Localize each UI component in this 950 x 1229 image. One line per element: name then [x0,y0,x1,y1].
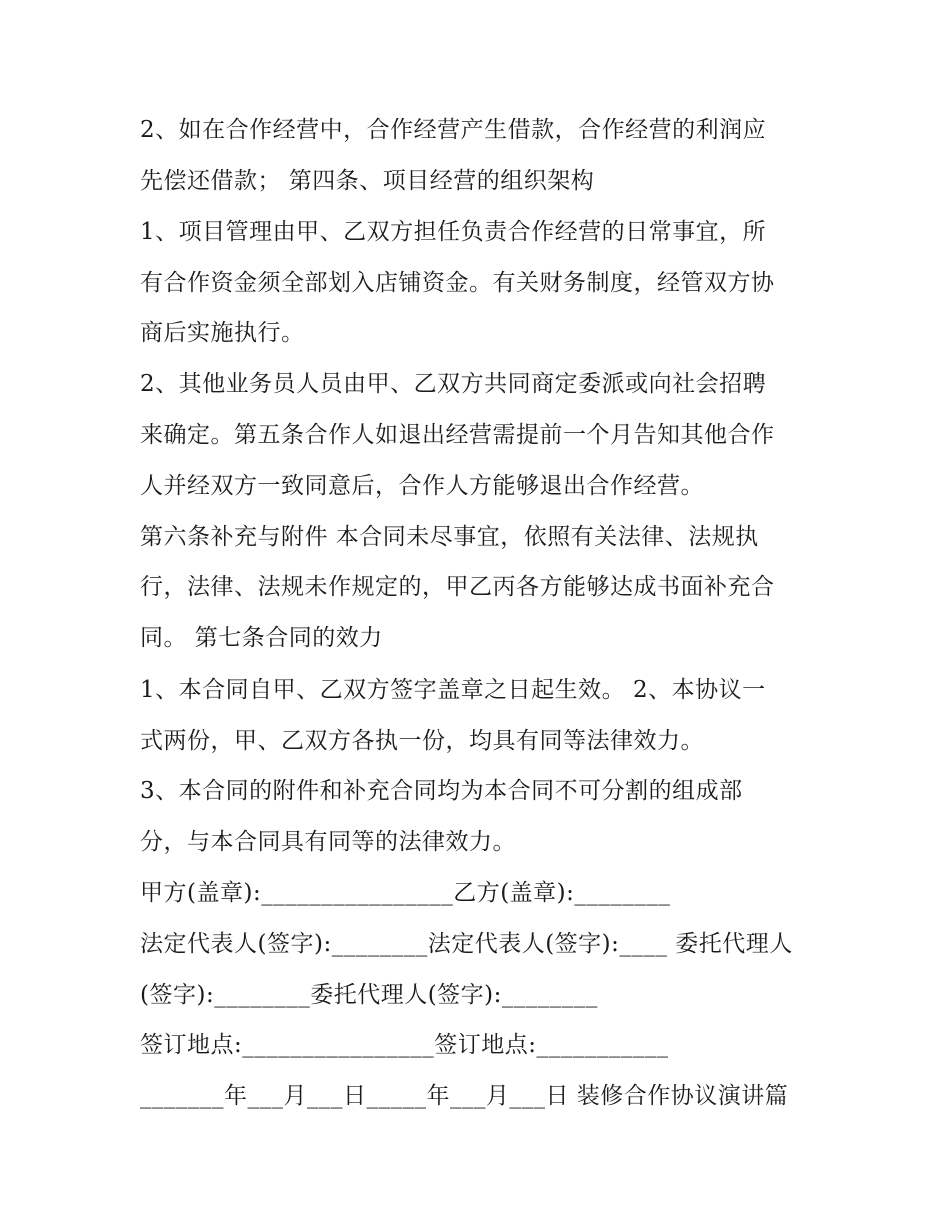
text-line: 分，与本合同具有同等的法律效力。 [140,829,516,855]
signature-line: 法定代表人(签字):________法定代表人(签字):____ 委托代理人 [140,931,793,957]
signature-line: 签订地点:________________签订地点:___________ [140,1032,669,1058]
text-line: 商后实施执行。 [140,320,305,346]
text-line: 人并经双方一致同意后，合作人方能够退出合作经营。 [140,473,704,499]
text-line: 式两份，甲、乙双方各执一份，均具有同等法律效力。 [140,728,704,754]
text-line: 先偿还借款； 第四条、项目经营的组织架构 [140,168,595,194]
date-line: _______年___月___日_____年___月___日 装修合作协议演讲篇 [140,1083,789,1109]
text-line: 来确定。第五条合作人如退出经营需提前一个月告知其他合作 [140,422,775,448]
text-line: 1、本合同自甲、乙双方签字盖章之日起生效。 2、本协议一 [140,677,766,703]
text-line: 1、项目管理由甲、乙双方担任负责合作经营的日常事宜，所 [140,219,767,245]
text-line: 2、其他业务员人员由甲、乙双方共同商定委派或向社会招聘 [140,371,767,397]
text-line: 同。 第七条合同的效力 [140,625,383,651]
text-line: 有合作资金须全部划入店铺资金。有关财务制度，经管双方协 [140,270,775,296]
text-line: 2、如在合作经营中，合作经营产生借款，合作经营的利润应 [140,117,767,143]
signature-line: 甲方(盖章):________________乙方(盖章):________ [140,880,671,906]
text-line: 行，法律、法规未作规定的，甲乙丙各方能够达成书面补充合 [140,574,775,600]
text-line: 3、本合同的附件和补充合同均为本合同不可分割的组成部 [140,778,743,804]
text-line: 第六条补充与附件 本合同未尽事宜，依照有关法律、法规执 [140,524,759,550]
signature-line: (签字):________委托代理人(签字):________ [140,982,598,1008]
